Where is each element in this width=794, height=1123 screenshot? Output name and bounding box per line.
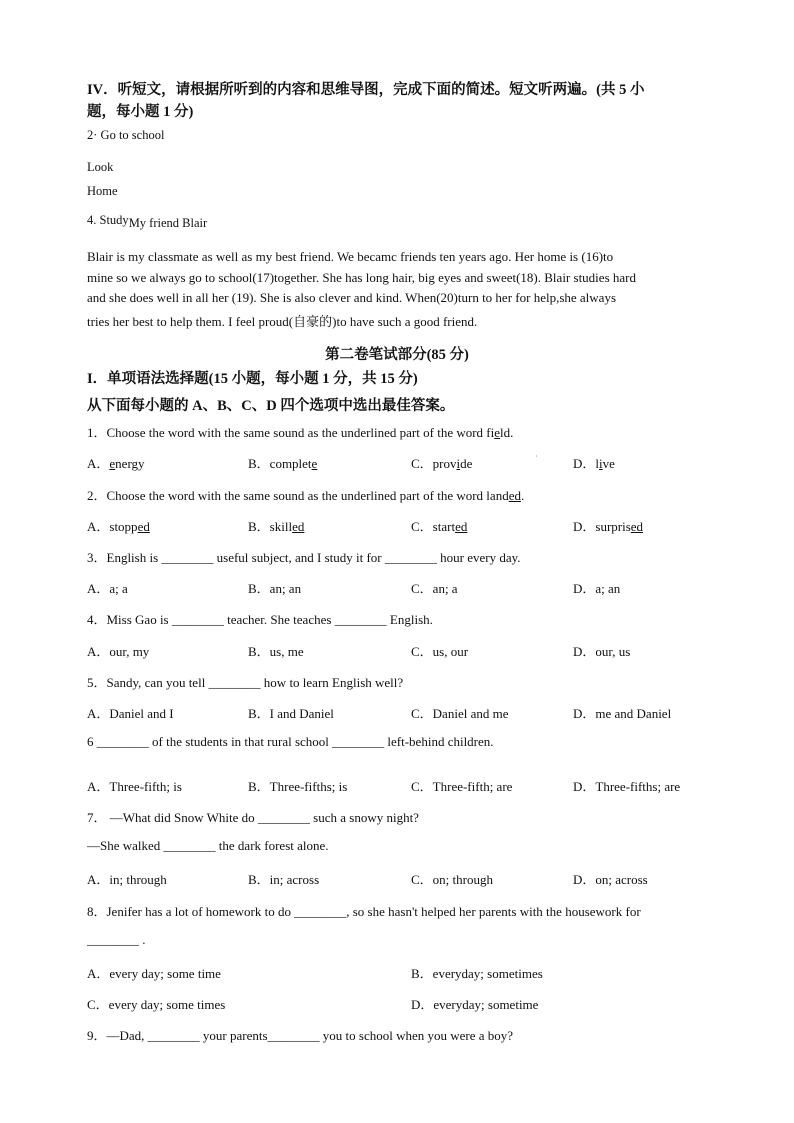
question-3-stem: 3．English is ________ useful subject, and I study it for ________ hour every day.	[87, 550, 521, 565]
q2-option-d[interactable]	[573, 516, 643, 535]
q2-a-underlined: ed	[137, 519, 150, 534]
q3-option-d[interactable]: D．a; an	[573, 581, 621, 596]
q1-stem-end: ld.	[500, 425, 514, 440]
q1-option-c[interactable]	[411, 453, 472, 472]
q2-option-b[interactable]	[248, 516, 304, 535]
q3-option-b[interactable]: B．an; an	[248, 581, 302, 596]
q7-option-c[interactable]: C．on; through	[411, 872, 493, 887]
q7-option-a[interactable]: A．in; through	[87, 872, 167, 887]
q4-option-c[interactable]: C．us, our	[411, 644, 469, 659]
q1-d-pre: D．l	[573, 456, 600, 471]
q5-option-a[interactable]: A．Daniel and I	[87, 706, 174, 721]
q1-b-pre: B．complet	[248, 456, 312, 471]
question-4-stem: 4．Miss Gao is ________ teacher. She teaches ________ English.	[87, 612, 433, 627]
section1-title: I．单项语法选择题(15 小题，每小题 1 分，共 15 分)	[87, 371, 418, 387]
q2-b-underlined: ed	[292, 519, 305, 534]
question-7-stem-reply: —She walked ________ the dark forest alone.	[87, 838, 329, 853]
section4-title-line2: 题，每小题 1 分)	[87, 104, 194, 120]
q2-c-pre: C．start	[411, 519, 456, 534]
q1-option-b[interactable]	[248, 453, 317, 472]
q1-stem-underlined: e	[494, 425, 501, 440]
q7-option-b[interactable]: B．in; across	[248, 872, 320, 887]
question-7-stem: 7． —What did Snow White do ________ such a snowy night?	[87, 810, 419, 825]
passage-line-4: tries her best to help them. I feel proud(自豪的)to have such a good friend.	[87, 314, 478, 329]
q1-c-pre: C．prov	[411, 456, 457, 471]
q4-option-a[interactable]: A．our, my	[87, 644, 150, 659]
q1-b-underlined: e	[311, 456, 318, 471]
question-9-stem: 9．—Dad, ________ your parents________ you to school when you were a boy?	[87, 1028, 514, 1043]
q6-option-d[interactable]: D．Three-fifths; are	[573, 779, 681, 794]
q5-option-c[interactable]: C．Daniel and me	[411, 706, 509, 721]
q3-option-c[interactable]: C．an; a	[411, 581, 458, 596]
q1-stem-text: 1．Choose the word with the same sound as the underlined part of the word fi	[87, 425, 495, 440]
question-5-stem: 5．Sandy, can you tell ________ how to learn English well?	[87, 675, 404, 690]
q8-option-d[interactable]: D．everyday; sometime	[411, 997, 539, 1012]
q1-c-underlined: i	[456, 456, 461, 471]
q8-option-c[interactable]: C．every day; some times	[87, 997, 226, 1012]
q6-option-a[interactable]: A．Three-fifth; is	[87, 779, 182, 794]
q1-a-post: nergy	[115, 456, 145, 471]
q3-option-a[interactable]: A．a; a	[87, 581, 128, 596]
mindmap-item-look: Look	[87, 160, 114, 174]
q8-option-a[interactable]: A．every day; some time	[87, 966, 221, 981]
q1-d-post: ve	[602, 456, 615, 471]
passage-line-3: and she does well in all her (19). She is also clever and kind. When(20)turn to her for help,she always	[87, 290, 617, 305]
section1-instruction: 从下面每小题的 A、B、C、D 四个选项中选出最佳答案。	[87, 398, 455, 414]
q8-option-b[interactable]: B．everyday; sometimes	[411, 966, 543, 981]
question-8-stem: 8．Jenifer has a lot of homework to do ________, so she hasn't helped her parents with the housework for	[87, 904, 641, 919]
mindmap-center-label: My friend Blair	[128, 216, 208, 230]
mindmap-study-label: 4. Study	[87, 213, 129, 227]
q1-a-pre: A．	[87, 456, 110, 471]
question-6-stem: 6 ________ of the students in that rural school ________ left-behind children.	[87, 734, 494, 749]
q2-option-c[interactable]	[411, 516, 467, 535]
q2-stem-text: 2．Choose the word with the same sound as the underlined part of the word land	[87, 488, 509, 503]
q5-option-b[interactable]: B．I and Daniel	[248, 706, 334, 721]
q1-option-d[interactable]	[573, 453, 615, 472]
q5-option-d[interactable]: D．me and Daniel	[573, 706, 672, 721]
passage-line-2: mine so we always go to school(17)together. She has long hair, big eyes and sweet(18). Blair studies hard	[87, 270, 636, 285]
mindmap-item-home: Home	[87, 184, 118, 198]
q1-a-underlined: e	[109, 456, 116, 471]
q2-d-pre: D．surpris	[573, 519, 631, 534]
q1-c-post: de	[460, 456, 473, 471]
q6-option-c[interactable]: C．Three-fifth; are	[411, 779, 513, 794]
q2-stem-end: .	[520, 488, 525, 503]
q1-option-a[interactable]	[87, 453, 145, 472]
question-2-stem	[87, 485, 524, 504]
question-1-stem	[87, 422, 513, 441]
q1-stray-mark: ·	[535, 452, 538, 461]
question-8-stem-cont: ________ .	[87, 932, 146, 947]
q4-option-d[interactable]: D．our, us	[573, 644, 631, 659]
q1-d-underlined: i	[599, 456, 603, 471]
passage-line-1: Blair is my classmate as well as my best friend. We becamc friends ten years ago. Her home is (16)to	[87, 249, 614, 264]
q2-stem-underlined: ed	[508, 488, 521, 503]
part2-heading: 第二卷笔试部分(85 分)	[325, 347, 469, 363]
mindmap-item-go-to-school: 2· Go to school	[87, 128, 165, 142]
q2-a-pre: A．stopp	[87, 519, 138, 534]
q2-b-pre: B．skill	[248, 519, 293, 534]
q6-option-b[interactable]: B．Three-fifths; is	[248, 779, 348, 794]
q2-option-a[interactable]	[87, 516, 150, 535]
mindmap-item-study	[87, 213, 207, 228]
q2-c-underlined: ed	[455, 519, 468, 534]
section4-title-line1: IV．听短文，请根据所听到的内容和思维导图，完成下面的简述。短文听两遍。(共 5 小	[87, 82, 645, 98]
q7-option-d[interactable]: D．on; across	[573, 872, 648, 887]
q4-option-b[interactable]: B．us, me	[248, 644, 304, 659]
q2-d-underlined: ed	[630, 519, 644, 534]
